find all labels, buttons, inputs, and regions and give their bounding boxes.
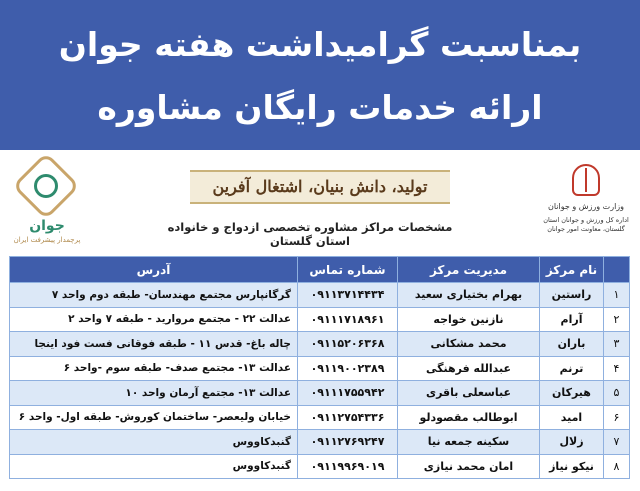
table-header-row [10, 257, 630, 283]
row-num: ۸ [604, 454, 630, 479]
center-address: خیابان ولیعصر- ساختمان کوروش- طبقه اول- واحد ۶ [10, 405, 298, 430]
center-name: ترنم [540, 356, 604, 381]
center-manager: بهرام بختیاری سعید [398, 283, 540, 308]
header-phone: شماره تماس [298, 257, 398, 283]
table-row [10, 307, 630, 332]
center-manager: سکینه جمعه نیا [398, 430, 540, 455]
row-num: ۱ [604, 283, 630, 308]
banner-subtitle: ارائه خدمات رایگان مشاوره [97, 88, 543, 127]
center-name: زلال [540, 430, 604, 455]
office-name: اداره کل ورزش و جوانان استان گلستان، معاونت امور جوانان [543, 216, 629, 233]
center-address: گرگانپارس مجتمع مهندسان- طبقه دوم واحد ۷ [10, 283, 298, 308]
center-manager: نازنین خواجه [398, 307, 540, 332]
center-manager: امان محمد نیازی [398, 454, 540, 479]
table-row [10, 283, 630, 308]
table-row [10, 430, 630, 455]
center-phone: ۰۹۱۱۱۷۵۵۹۴۲ [298, 381, 398, 406]
center-phone: ۰۹۱۱۳۷۱۴۴۳۴ [298, 283, 398, 308]
center-phone: ۰۹۱۱۱۷۱۸۹۶۱ [298, 307, 398, 332]
header-center-name: نام مرکز [540, 257, 604, 283]
ministry-logo [540, 162, 632, 250]
center-name: آرام [540, 307, 604, 332]
table-subtitle: مشخصات مراکز مشاوره تخصصی ازدواج و خانواده استان گلستان [167, 220, 453, 248]
center-manager: محمد مشکانی [398, 332, 540, 357]
javan-emblem-inner-icon [34, 174, 58, 198]
table-row [10, 332, 630, 357]
centers-table [9, 256, 630, 479]
center-name: نیکو نیاز [540, 454, 604, 479]
banner-title: بمناسبت گرامیداشت هفته جوان [58, 25, 582, 64]
center-address: عدالت ۱۳- مجتمع صدف- طبقه سوم -واحد ۶ [10, 356, 298, 381]
center-phone: ۰۹۱۱۹۹۶۹۰۱۹ [298, 454, 398, 479]
javan-logo-tagline: پرچمدار پیشرفت ایران [13, 236, 81, 244]
table-row [10, 356, 630, 381]
center-phone: ۰۹۱۱۵۲۰۶۳۶۸ [298, 332, 398, 357]
header-num [604, 257, 630, 283]
center-address: عدالت ۲۲ - مجتمع مروارید - طبقه ۷ واحد ۲ [10, 307, 298, 332]
center-name: راستین [540, 283, 604, 308]
center-address: چاله باغ- قدس ۱۱ - طبقه فوقانی فست فود اینجا [10, 332, 298, 357]
header-address: آدرس [10, 257, 298, 283]
center-address: گنبدکاووس [10, 430, 298, 455]
center-phone: ۰۹۱۱۹۰۰۲۳۸۹ [298, 356, 398, 381]
row-num: ۴ [604, 356, 630, 381]
center-phone: ۰۹۱۱۲۷۶۹۲۴۷ [298, 430, 398, 455]
slogan-calligraphy: تولید، دانش بنیان، اشتغال آفرین [190, 170, 450, 204]
ministry-name: وزارت ورزش و جوانان [547, 202, 625, 211]
row-num: ۶ [604, 405, 630, 430]
row-num: ۵ [604, 381, 630, 406]
center-name: هیرکان [540, 381, 604, 406]
row-num: ۳ [604, 332, 630, 357]
table-row [10, 381, 630, 406]
center-name: باران [540, 332, 604, 357]
centers-table-wrap [10, 256, 630, 480]
center-phone: ۰۹۱۱۲۷۵۴۳۳۶ [298, 405, 398, 430]
banner [0, 0, 640, 150]
center-address: گنبدکاووس [10, 454, 298, 479]
javan-logo [8, 162, 86, 248]
iran-emblem-stem-icon [585, 168, 587, 192]
center-manager: ابوطالب مقصودلو [398, 405, 540, 430]
row-num: ۷ [604, 430, 630, 455]
center-name: امید [540, 405, 604, 430]
center-manager: عبدالله فرهنگی [398, 356, 540, 381]
center-manager: عباسعلی باقری [398, 381, 540, 406]
center-address: عدالت ۱۳- مجتمع آرمان واحد ۱۰ [10, 381, 298, 406]
table-row [10, 405, 630, 430]
table-row [10, 454, 630, 479]
header-manager: مدیریت مرکز [398, 257, 540, 283]
row-num: ۲ [604, 307, 630, 332]
javan-logo-name: جوان [29, 218, 65, 234]
